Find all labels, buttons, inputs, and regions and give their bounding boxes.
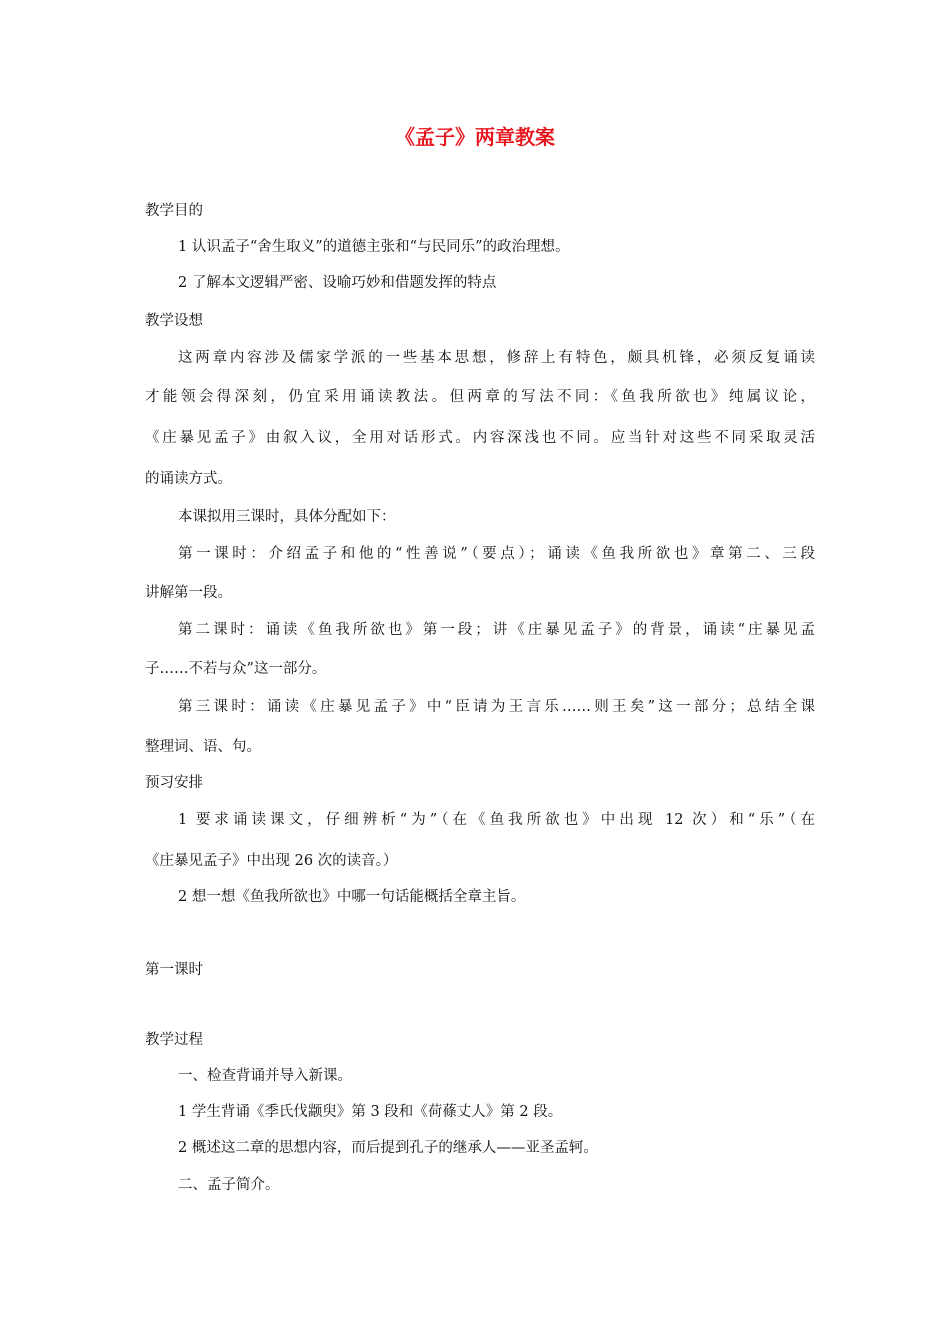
heading-teaching-goals: 教学目的 (145, 203, 203, 219)
lesson-2-plan: 第二课时：诵读《鱼我所欲也》第一段；讲《庄暴见孟子》的背景，诵读“庄暴见孟 (178, 622, 815, 638)
heading-lesson-1: 第一课时 (145, 962, 203, 978)
goal-1: 1 认识孟子“舍生取义”的道德主张和“与民同乐”的政治理想。 (178, 239, 570, 255)
preview-1-cont: 《庄暴见孟子》中出现 26 次的读音。） (145, 853, 398, 869)
goal-2: 2 了解本文逻辑严密、设喻巧妙和借题发挥的特点 (178, 275, 497, 291)
process-step-2: 二、孟子简介。 (178, 1177, 280, 1193)
heading-preview: 预习安排 (145, 775, 203, 791)
plan-paragraph-line: 才能领会得深刻，仍宜采用诵读教法。但两章的写法不同：《鱼我所欲也》纯属议论， (145, 389, 815, 405)
plan-paragraph-line: 《庄暴见孟子》由叙入议，全用对话形式。内容深浅也不同。应当针对这些不同采取灵活 (145, 430, 815, 446)
heading-teaching-plan: 教学设想 (145, 313, 203, 329)
plan-paragraph-line: 的诵读方式。 (145, 471, 232, 487)
schedule-intro: 本课拟用三课时，具体分配如下： (178, 509, 396, 525)
process-step-1-2: 2 概述这二章的思想内容，而后提到孔子的继承人——亚圣孟轲。 (178, 1140, 598, 1156)
document-title: 《孟子》两章教案 (395, 125, 555, 149)
lesson-3-plan-cont: 整理词、语、句。 (145, 739, 261, 755)
process-step-1-1: 1 学生背诵《季氏伐颛臾》第 3 段和《荷蓧丈人》第 2 段。 (178, 1104, 563, 1120)
process-step-1: 一、检查背诵并导入新课。 (178, 1068, 352, 1084)
lesson-3-plan: 第三课时：诵读《庄暴见孟子》中“臣请为王言乐……则王矣”这一部分；总结全课 (178, 699, 815, 715)
lesson-2-plan-cont: 子……不若与众”这一部分。 (145, 661, 327, 677)
preview-2: 2 想一想《鱼我所欲也》中哪一句话能概括全章主旨。 (178, 889, 526, 905)
lesson-1-plan-cont: 讲解第一段。 (145, 585, 232, 601)
preview-1: 1 要求诵读课文，仔细辨析“为”（在《鱼我所欲也》中出现 12 次）和“乐”（在 (178, 812, 815, 828)
heading-process: 教学过程 (145, 1032, 203, 1048)
lesson-1-plan: 第一课时：介绍孟子和他的“性善说”（要点）；诵读《鱼我所欲也》章第二、三段 (178, 546, 815, 562)
plan-paragraph-line: 这两章内容涉及儒家学派的一些基本思想，修辞上有特色，颇具机锋，必须反复诵读 (178, 350, 815, 366)
